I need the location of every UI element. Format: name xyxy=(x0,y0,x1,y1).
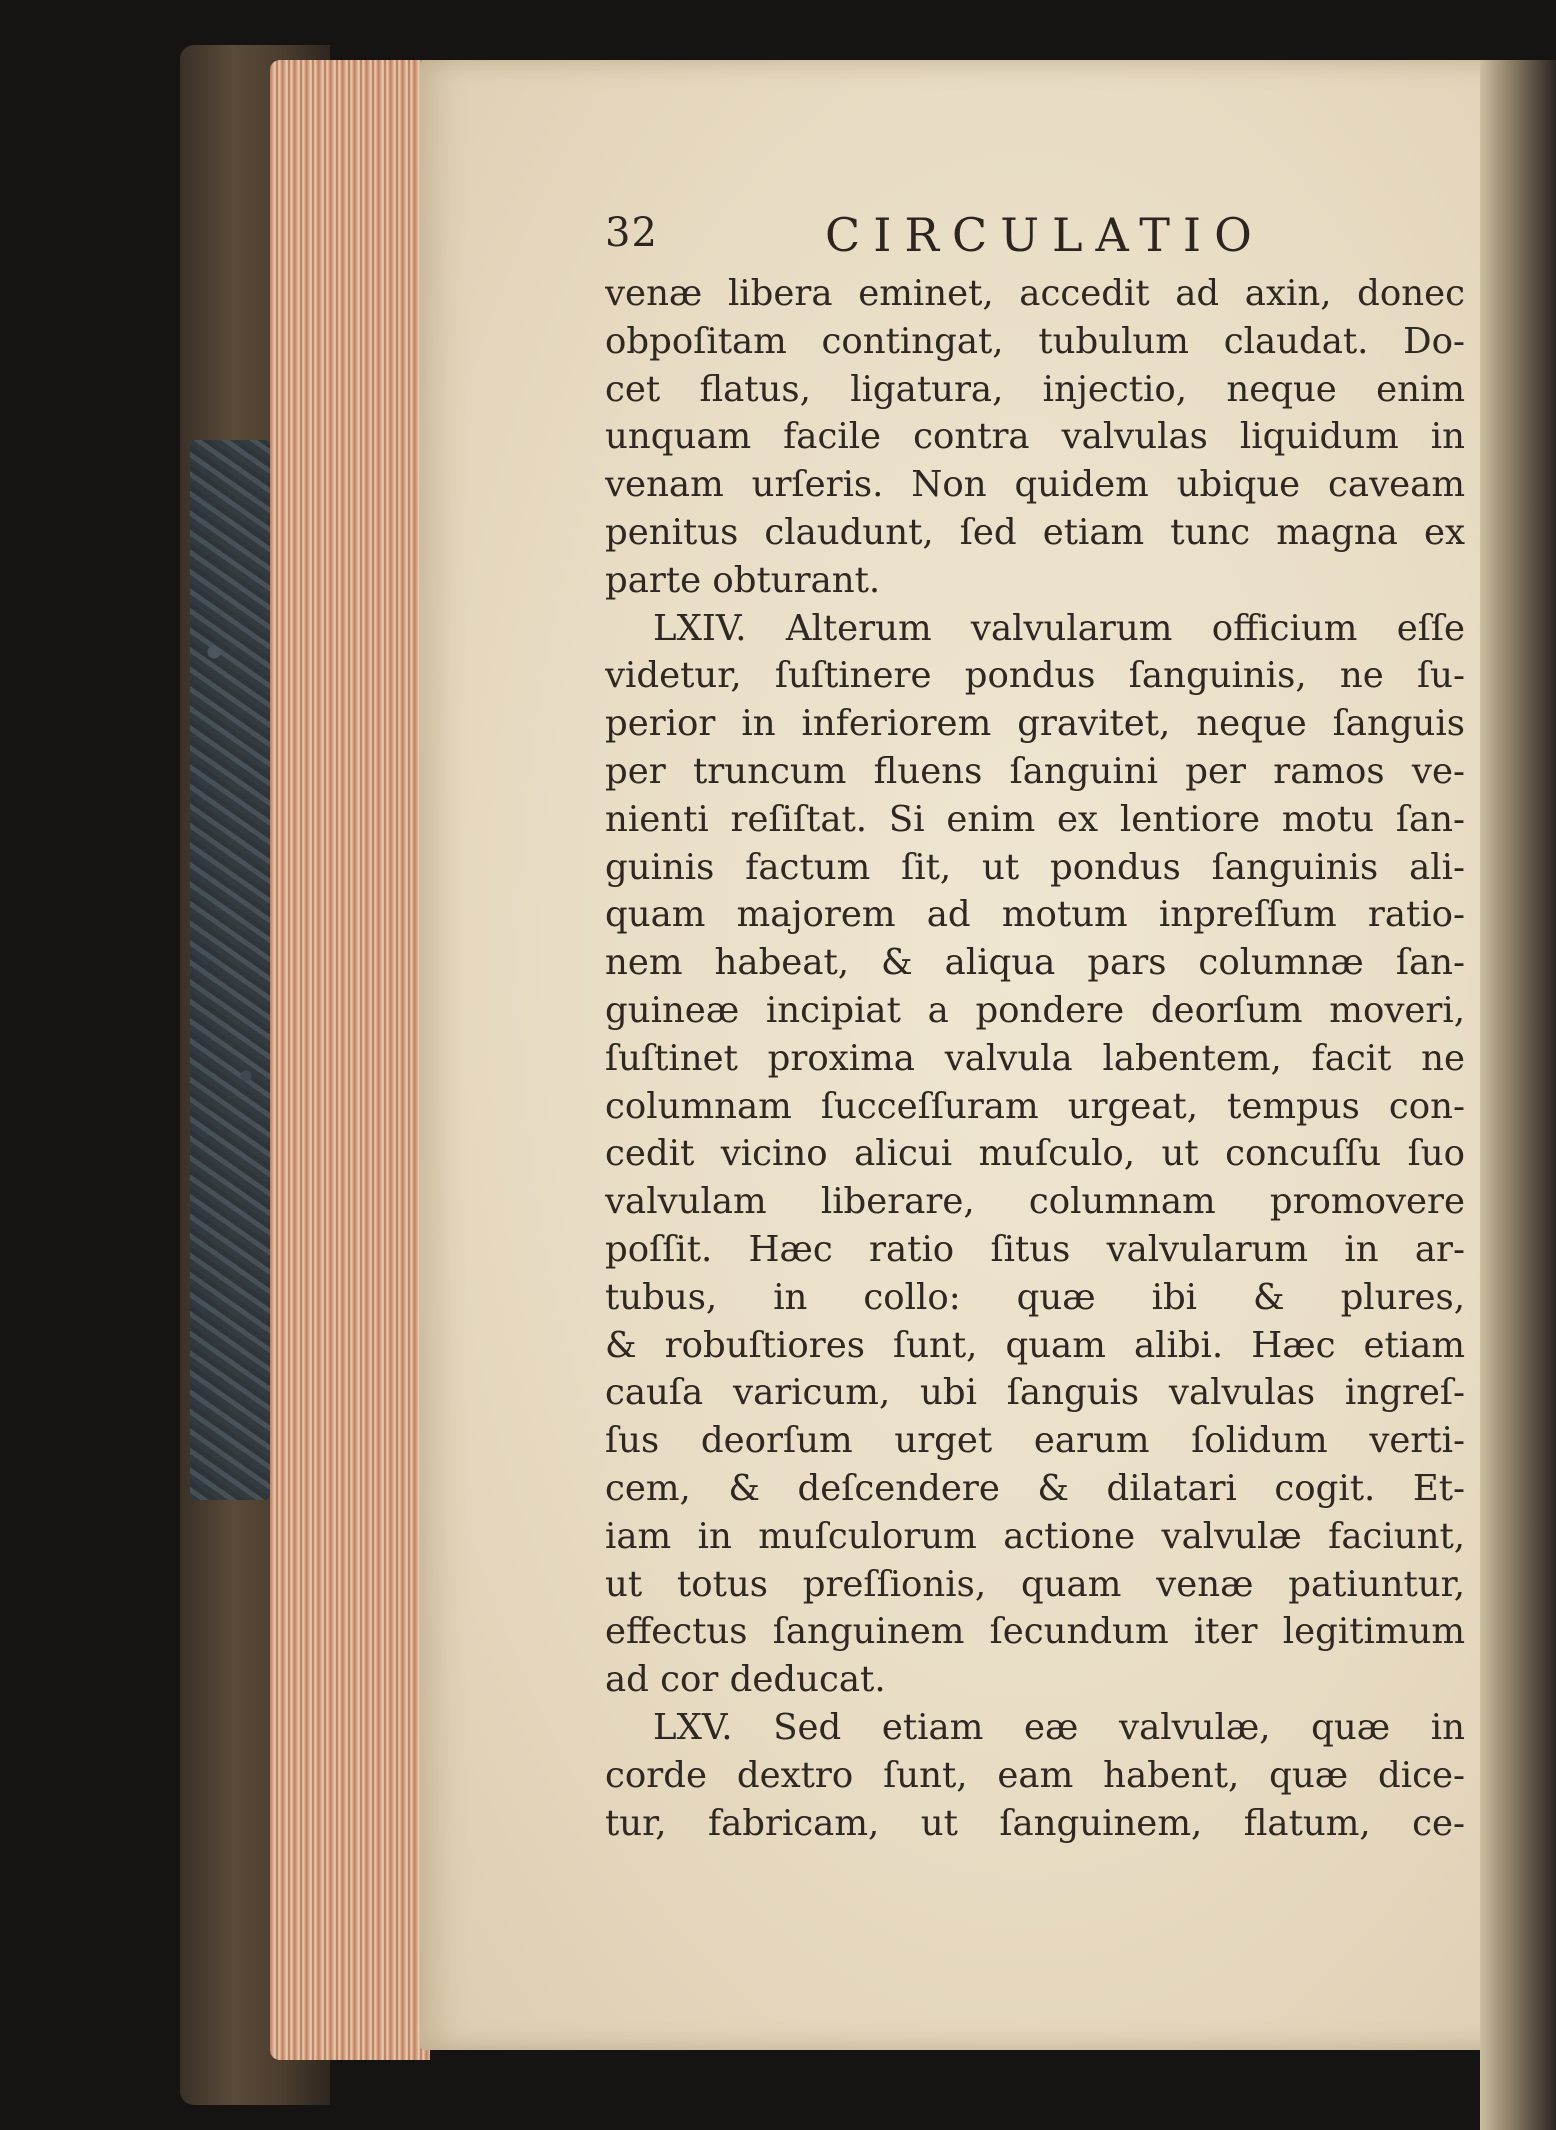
text-line: columnam ſucceſſuram urgeat, tempus con- xyxy=(605,1085,1465,1127)
text-line: ſuſtinet proxima valvula labentem, facit ne xyxy=(605,1037,1465,1079)
text-line: guinis factum ſit, ut pondus ſanguinis ali- xyxy=(605,846,1465,888)
text-line: per truncum fluens ſanguini per ramos ve- xyxy=(605,750,1465,792)
page-header xyxy=(605,210,1285,270)
text-line: ſus deorſum urget earum ſolidum verti- xyxy=(605,1420,1465,1462)
text-line: videtur, ſuſtinere pondus ſanguinis, ne ſu- xyxy=(605,655,1465,697)
text-line: perior in inferiorem gravitet, neque ſanguis xyxy=(605,703,1465,745)
running-title: CIRCULATIO xyxy=(825,208,1265,262)
body-text xyxy=(605,270,1465,1847)
section-heading-line: LXV. Sed etiam eæ valvulæ, quæ in xyxy=(653,1706,1465,1748)
text-line: poſſit. Hæc ratio ſitus valvularum in ar- xyxy=(605,1228,1465,1270)
text-line: tubus, in collo: quæ ibi & plures, xyxy=(605,1276,1465,1318)
text-line: tur, fabricam, ut ſanguinem, flatum, ce- xyxy=(605,1802,1465,1844)
text-line: obpoſitam contingat, tubulum claudat. Do- xyxy=(605,320,1465,362)
text-line: parte obturant. xyxy=(605,559,881,601)
text-line: cem, & deſcendere & dilatari cogit. Et- xyxy=(605,1467,1465,1509)
text-line: corde dextro ſunt, eam habent, quæ dice- xyxy=(605,1754,1465,1796)
text-line: iam in muſculorum actione valvulæ faciunt, xyxy=(605,1515,1465,1557)
text-line: nem habeat, & aliqua pars columnæ ſan- xyxy=(605,942,1465,984)
gutter-shadow xyxy=(1480,60,1556,2130)
text-line: valvulam liberare, columnam promovere xyxy=(605,1181,1465,1223)
text-line: ut totus preſſionis, quam venæ patiuntur, xyxy=(605,1563,1465,1605)
marbled-cover-pattern xyxy=(190,440,270,1500)
text-line: nienti reſiſtat. Si enim ex lentiore motu ſan- xyxy=(605,798,1465,840)
text-line: penitus claudunt, ſed etiam tunc magna ex xyxy=(605,511,1465,553)
text-line: unquam facile contra valvulas liquidum in xyxy=(605,416,1465,458)
section-heading-line: LXIV. Alterum valvularum officium eſſe xyxy=(653,607,1465,649)
text-line: cauſa varicum, ubi ſanguis valvulas ingreſ- xyxy=(605,1372,1465,1414)
text-line: cet flatus, ligatura, injectio, neque enim xyxy=(605,368,1465,410)
text-line: quam majorem ad motum inpreſſum ratio- xyxy=(605,894,1465,936)
text-line: venam urſeris. Non quidem ubique caveam xyxy=(605,464,1465,506)
text-line: guineæ incipiat a pondere deorſum moveri, xyxy=(605,989,1465,1031)
text-line: ad cor deducat. xyxy=(605,1659,886,1701)
text-line: effectus ſanguinem ſecundum iter legitimum xyxy=(605,1611,1465,1653)
text-line: cedit vicino alicui muſculo, ut concuſſu ſuo xyxy=(605,1133,1465,1175)
text-line: venæ libera eminet, accedit ad axin, donec xyxy=(605,273,1465,314)
text-line: & robuſtiores ſunt, quam alibi. Hæc etiam xyxy=(605,1324,1465,1366)
page-edges xyxy=(270,60,430,2060)
page-number: 32 xyxy=(605,210,658,256)
